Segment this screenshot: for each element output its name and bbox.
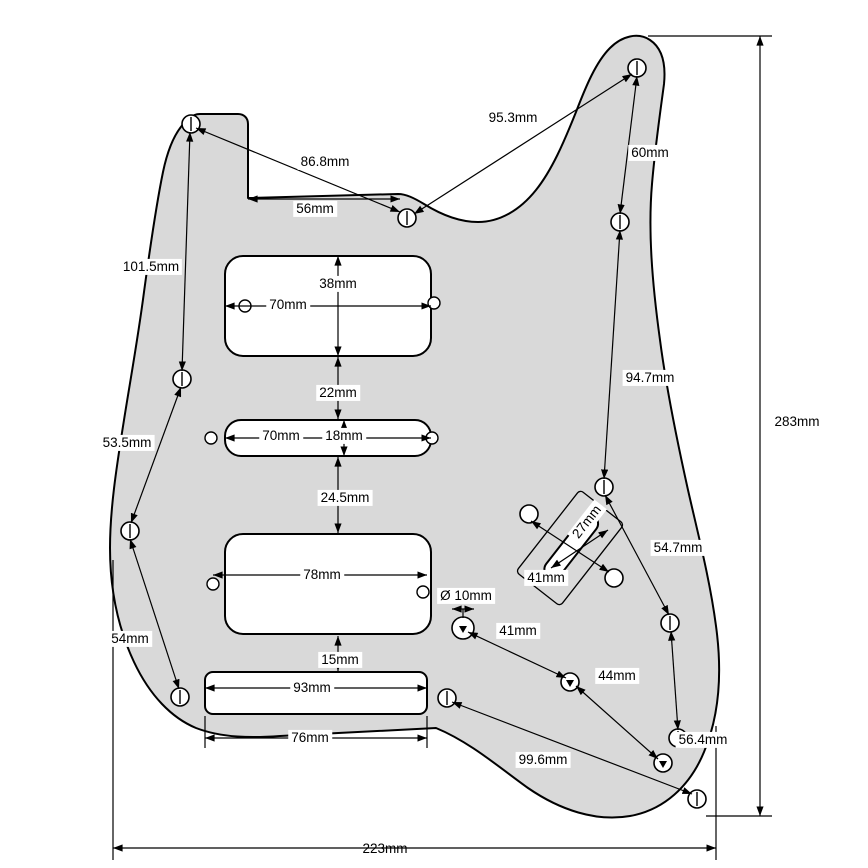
dim-label-38: 38mm — [316, 276, 360, 292]
dim-label-78: 78mm — [300, 567, 344, 583]
dim-label-41-a: 41mm — [524, 570, 568, 586]
dim-label-99-6: 99.6mm — [516, 752, 571, 768]
dim-label-56-4: 56.4mm — [676, 732, 731, 748]
dim-label-53-5: 53.5mm — [100, 435, 155, 451]
dim-label-56: 56mm — [293, 201, 337, 217]
dim-label-76: 76mm — [288, 730, 332, 746]
dim-label-overall-height: 283mm — [774, 413, 820, 429]
dim-label-22: 22mm — [316, 385, 360, 401]
dim-label-44: 44mm — [595, 668, 639, 684]
dim-label-overall-width: 223mm — [362, 840, 408, 856]
dim-label-27: 27mm — [567, 500, 607, 544]
dim-label-54: 54mm — [108, 631, 152, 647]
dim-label-95-3: 95.3mm — [486, 110, 541, 126]
dim-label-15: 15mm — [318, 652, 362, 668]
dim-label-24-5: 24.5mm — [318, 490, 373, 506]
dim-label-86-8: 86.8mm — [298, 154, 353, 170]
dim-label-diameter-10: Ø 10mm — [437, 588, 495, 604]
dim-label-60: 60mm — [628, 145, 672, 161]
humbucker-bridge-cutout — [225, 534, 431, 634]
dim-label-70-top: 70mm — [266, 297, 310, 313]
dim-label-94-7: 94.7mm — [623, 370, 678, 386]
dim-label-93: 93mm — [290, 680, 334, 696]
dim-label-54-7: 54.7mm — [651, 540, 706, 556]
dim-label-70-mid: 70mm — [259, 428, 303, 444]
dim-label-101-5: 101.5mm — [120, 259, 182, 275]
dim-label-18: 18mm — [322, 428, 366, 444]
dim-label-41-b: 41mm — [496, 623, 540, 639]
